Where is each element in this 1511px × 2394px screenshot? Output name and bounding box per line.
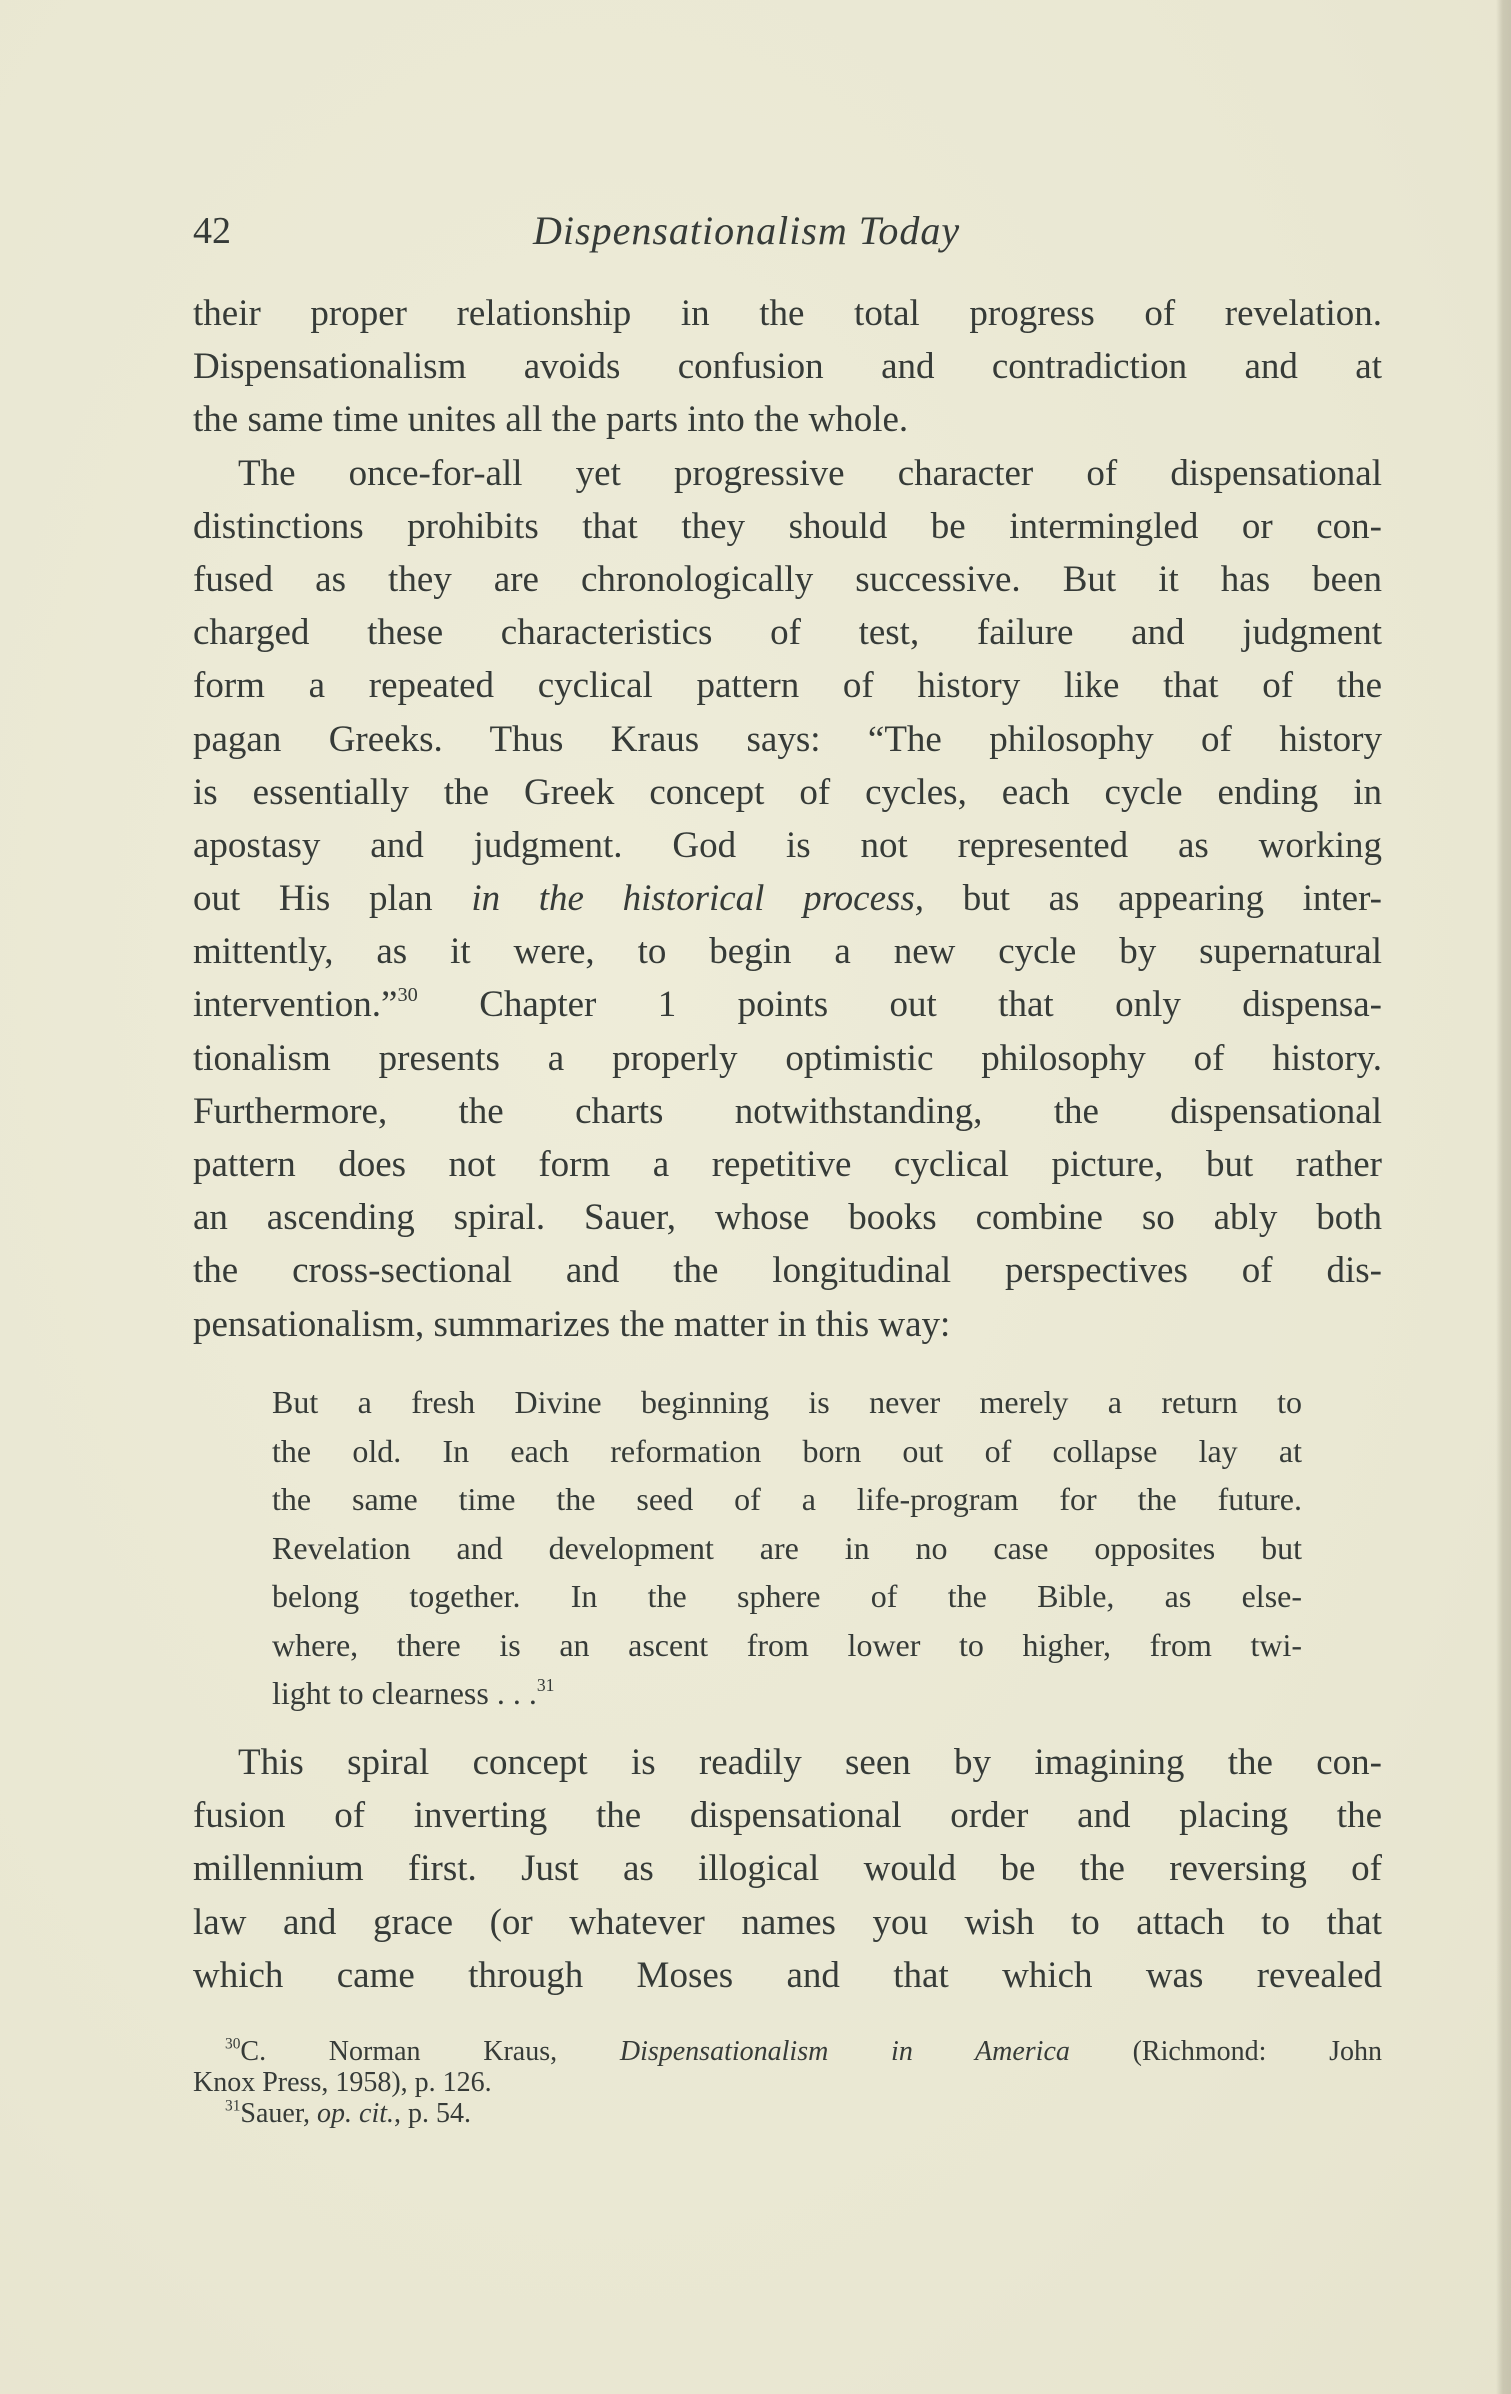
text-line: mittently, as it were, to begin a new cycle by supernatural [193, 931, 1382, 973]
text-line [193, 872, 1382, 925]
footnote-line [193, 2098, 1382, 2129]
quote-line: where, there is an ascent from lower to higher, from twi- [272, 1626, 1302, 1663]
quote-line: But a fresh Divine beginning is never merely a return to [272, 1384, 1302, 1420]
quote-line [272, 1669, 1302, 1718]
text-run: light to clearness . . . [272, 1675, 537, 1711]
text-line: the same time unites all the parts into the whole. [193, 399, 909, 441]
text-run: Sauer, [240, 2098, 318, 2129]
text-line: their proper relationship in the total progress of revelation. [193, 293, 1382, 334]
text-line: charged these characteristics of test, failure and judgment [193, 612, 1382, 654]
text-run: , p. 54. [394, 2098, 472, 2129]
italic-run: op. cit. [317, 2098, 395, 2129]
footnotes [193, 2036, 1382, 2129]
quote-line: Revelation and development are in no case opposites but [272, 1529, 1302, 1566]
text-line: This spiral concept is readily seen by imagining the con- [238, 1742, 1382, 1783]
body-text-before-quote [193, 287, 1382, 1351]
text-line: which came through Moses and that which was revealed [193, 1954, 1382, 1996]
text-line: apostasy and judgment. God is not represented as working [193, 824, 1382, 866]
footnote-line [193, 2036, 1382, 2067]
block-quote [272, 1378, 1302, 1718]
text-line: fused as they are chronologically successive. But it has been [193, 558, 1382, 600]
text-line: millennium first. Just as illogical would be the reversing of [193, 1848, 1382, 1890]
text-line: pattern does not form a repetitive cyclical picture, but rather [193, 1144, 1382, 1185]
text-line: Dispensationalism avoids confusion and contradiction and at [193, 346, 1382, 388]
quote-line: the old. In each reformation born out of collapse lay at [272, 1432, 1302, 1469]
text-line: fusion of inverting the dispensational order and placing the [193, 1795, 1382, 1837]
quote-line: belong together. In the sphere of the Bible, as else- [272, 1578, 1302, 1614]
text-run: but as appearing inter- [924, 878, 1382, 920]
footnote-reference: 30 [397, 984, 418, 1007]
text-line: Furthermore, the charts notwithstanding, the dispensational [193, 1090, 1382, 1132]
text-line: form a repeated cyclical pattern of history like that of the [193, 665, 1382, 707]
text-line: pagan Greeks. Thus Kraus says: “The philosophy of history [193, 718, 1382, 760]
text-line: pensationalism, summarizes the matter in this way: [193, 1303, 951, 1345]
text-line: law and grace (or whatever names you wish to attach to that [193, 1901, 1382, 1943]
text-run: out His plan [193, 878, 472, 920]
text-line: tionalism presents a properly optimistic philosophy of history. [193, 1037, 1382, 1079]
body-text-after-quote [193, 1736, 1382, 2002]
footnote-marker: 31 [225, 2097, 241, 2115]
text-line [193, 978, 1382, 1031]
italic-run: Dispensationalism in America [619, 2036, 1070, 2067]
quote-line: the same time the seed of a life-program for the future. [272, 1481, 1302, 1517]
text-line: is essentially the Greek concept of cycles, each cycle ending in [193, 771, 1382, 813]
text-line: an ascending spiral. Sauer, whose books combine so ably both [193, 1197, 1382, 1239]
text-line: The once-for-all yet progressive character of dispensational [238, 452, 1382, 494]
text-run: Chapter 1 points out that only dispensa- [417, 984, 1382, 1026]
running-head [193, 206, 1382, 256]
text-run: intervention.” [193, 984, 398, 1026]
text-run: C. Norman Kraus, [240, 2036, 620, 2067]
text-line: the cross-sectional and the longitudinal perspectives of dis- [193, 1250, 1382, 1292]
footnote-marker: 30 [225, 2035, 241, 2053]
text-line: distinctions prohibits that they should be intermingled or con- [193, 505, 1382, 547]
footnote-reference: 31 [536, 1674, 555, 1695]
running-title: Dispensationalism Today [533, 208, 961, 253]
italic-run: in the historical process, [471, 878, 925, 920]
footnote-line: Knox Press, 1958), p. 126. [193, 2067, 492, 2098]
text-run: (Richmond: John [1069, 2036, 1382, 2067]
page-number: 42 [193, 210, 231, 252]
